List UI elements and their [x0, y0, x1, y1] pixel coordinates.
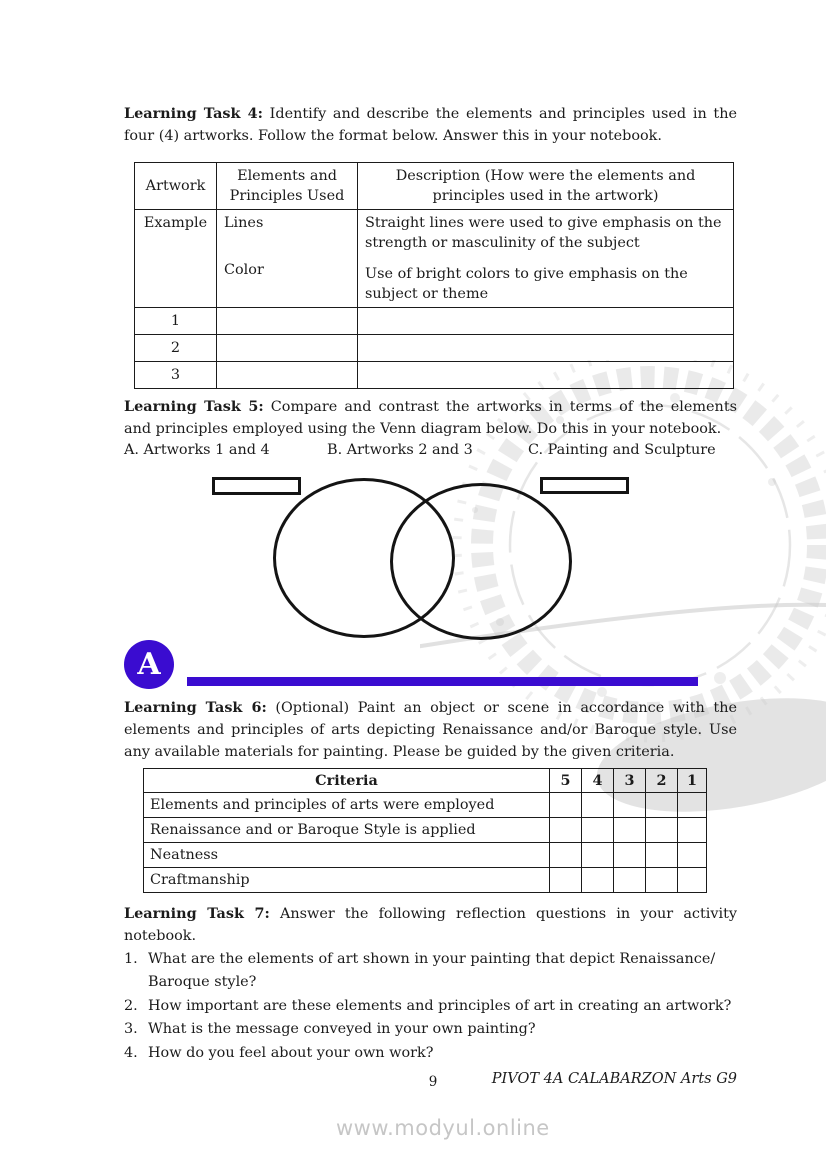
score-header-2: 2	[646, 769, 678, 793]
question-item	[124, 1042, 740, 1065]
table-row	[135, 335, 734, 362]
question-number: 3.	[124, 1021, 138, 1038]
score-cell	[646, 793, 678, 818]
section-a-letter: A	[137, 647, 161, 682]
criteria-row-label: Elements and principles of arts were employed	[144, 793, 550, 818]
example-description-lines: Straight lines were used to give emphasis on the strength or masculinity of the subject	[365, 215, 722, 251]
question-number: 2.	[124, 997, 138, 1014]
empty-cell	[217, 308, 358, 335]
criteria-row-label: Renaissance and or Baroque Style is applied	[144, 818, 550, 843]
example-artwork-cell: Example	[135, 210, 217, 308]
reflection-questions	[124, 948, 740, 1065]
section-divider-rule	[187, 677, 698, 686]
task7-paragraph	[124, 903, 737, 948]
question-number: 4.	[124, 1044, 138, 1061]
score-cell	[614, 868, 646, 893]
score-cell	[614, 843, 646, 868]
venn-label-box-left	[212, 477, 301, 495]
score-header-3: 3	[614, 769, 646, 793]
score-cell	[646, 843, 678, 868]
question-text: How important are these elements and principles of art in creating an artwork?	[148, 997, 732, 1014]
task4-paragraph	[124, 103, 737, 148]
question-text: What are the elements of art shown in your painting that depict Renaissance/ Baroque style?	[148, 951, 716, 991]
empty-cell	[217, 362, 358, 389]
criteria-table	[143, 768, 707, 893]
venn-circle-right	[390, 483, 572, 640]
score-cell	[646, 868, 678, 893]
score-cell	[582, 818, 614, 843]
venn-options-row	[124, 442, 740, 462]
example-element-lines: Lines	[224, 215, 264, 231]
score-cell	[582, 793, 614, 818]
criteria-header-cell: Criteria	[144, 769, 550, 793]
example-description-cell	[358, 210, 734, 308]
footer-edition-text: PIVOT 4A CALABARZON Arts G9	[491, 1071, 737, 1087]
score-cell	[678, 818, 707, 843]
score-cell	[678, 793, 707, 818]
criteria-row	[144, 843, 707, 868]
site-watermark: www.modyul.online	[336, 1116, 550, 1140]
task7-text: Answer the following reflection questions in your activity notebook.	[124, 906, 737, 944]
example-description-color: Use of bright colors to give emphasis on the subject or theme	[365, 266, 688, 302]
score-cell	[582, 868, 614, 893]
option-c: C. Painting and Sculpture	[528, 442, 716, 458]
section-a-badge	[124, 640, 174, 689]
score-cell	[614, 818, 646, 843]
task5-paragraph	[124, 396, 737, 441]
task5-text: Compare and contrast the artworks in terms of the elements and principles employed using the Venn diagram below. Do this in your notebook.	[124, 399, 737, 437]
score-header-4: 4	[582, 769, 614, 793]
row-number-cell: 2	[135, 335, 217, 362]
criteria-row-label: Craftmanship	[144, 868, 550, 893]
question-item	[124, 1018, 740, 1041]
question-item	[124, 995, 740, 1018]
score-cell	[614, 793, 646, 818]
task6-label: Learning Task 6:	[124, 699, 267, 716]
table-row	[135, 308, 734, 335]
question-item	[124, 948, 740, 995]
venn-label-box-right	[540, 477, 629, 494]
score-cell	[550, 843, 582, 868]
empty-cell	[358, 308, 734, 335]
option-a: A. Artworks 1 and 4	[124, 442, 270, 458]
task4-text: Identify and describe the elements and principles used in the four (4) artworks. Follow the format below. Answer this in your notebook.	[124, 106, 737, 144]
question-text: What is the message conveyed in your own painting?	[148, 1021, 536, 1038]
footer-page-number: 9	[428, 1074, 438, 1090]
example-element-color: Color	[224, 262, 264, 278]
option-b: B. Artworks 2 and 3	[327, 442, 473, 458]
score-cell	[646, 818, 678, 843]
header-cell-description: Description (How were the elements and principles used in the artwork)	[358, 163, 734, 210]
task6-text: (Optional) Paint an object or scene in accordance with the elements and principles of arts depicting Renaissance and/or Baroque style. Use any available materials for painting. Please be guided by the given criteria.	[124, 700, 737, 760]
question-number: 1.	[124, 951, 138, 967]
score-cell	[550, 868, 582, 893]
criteria-row	[144, 868, 707, 893]
task7-label: Learning Task 7:	[124, 905, 270, 922]
header-cell-artwork: Artwork	[135, 163, 217, 210]
empty-cell	[358, 362, 734, 389]
table-row	[135, 362, 734, 389]
task4-table	[134, 162, 734, 389]
row-number-cell: 1	[135, 308, 217, 335]
score-cell	[678, 843, 707, 868]
score-cell	[550, 793, 582, 818]
question-text: How do you feel about your own work?	[148, 1044, 434, 1061]
score-cell	[678, 868, 707, 893]
task5-label: Learning Task 5:	[124, 398, 264, 415]
score-cell	[550, 818, 582, 843]
task4-label: Learning Task 4:	[124, 105, 263, 122]
row-number-cell: 3	[135, 362, 217, 389]
header-cell-elements: Elements and Principles Used	[217, 163, 358, 210]
score-header-5: 5	[550, 769, 582, 793]
example-elements-cell	[217, 210, 358, 308]
table-header-row	[135, 163, 734, 210]
criteria-row-label: Neatness	[144, 843, 550, 868]
score-cell	[582, 843, 614, 868]
criteria-header-row	[144, 769, 707, 793]
empty-cell	[358, 335, 734, 362]
criteria-row	[144, 818, 707, 843]
criteria-row	[144, 793, 707, 818]
score-header-1: 1	[678, 769, 707, 793]
example-row	[135, 210, 734, 308]
task6-paragraph	[124, 697, 737, 763]
empty-cell	[217, 335, 358, 362]
